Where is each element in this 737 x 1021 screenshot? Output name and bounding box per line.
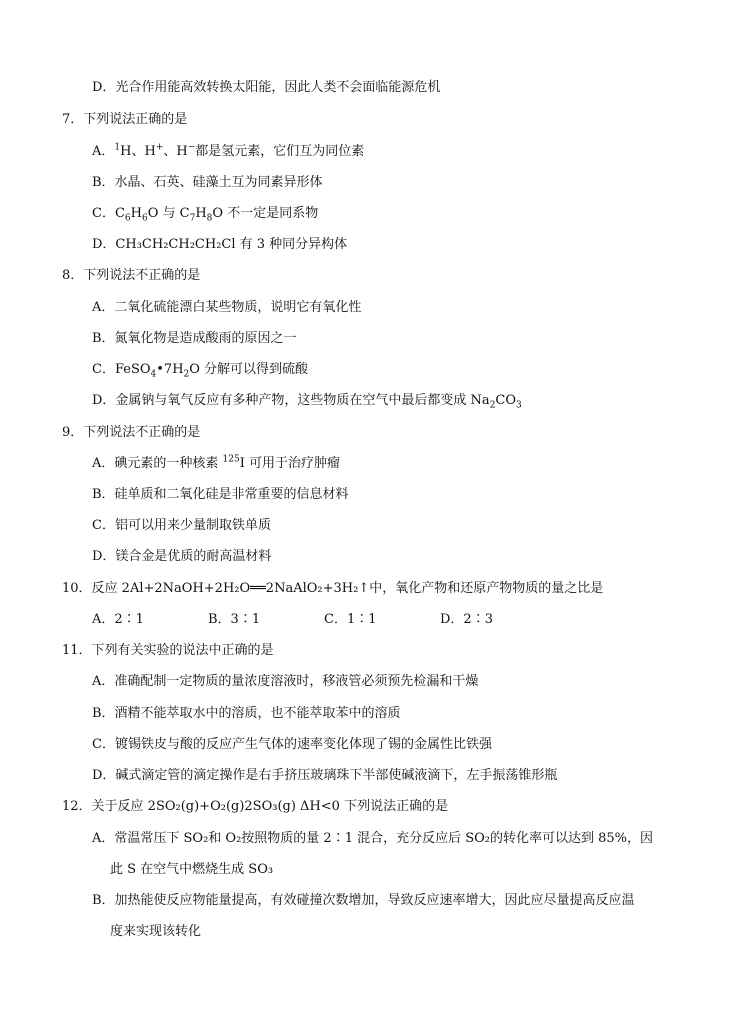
q8-option-a: A．二氧化硫能漂白某些物质，说明它有氧化性 xyxy=(92,300,362,315)
q10-stem: 10．反应 2Al+2NaOH+2H₂O══2NaAlO₂+3H₂↑中，氧化产物和还原产物物质的量之比是 xyxy=(62,581,604,596)
q8-option-d: D．金属钠与氧气反应有多种产物，这些物质在空气中最后都变成 $Na_2CO_3$ xyxy=(92,393,522,411)
q7-option-d: D．CH₃CH₂CH₂CH₂Cl 有 3 种同分异构体 xyxy=(92,237,348,252)
q11-option-d: D．碱式滴定管的滴定操作是右手挤压玻璃珠下半部使碱液滴下，左手振荡锥形瓶 xyxy=(92,768,558,783)
q7-option-a: A．$^1$H、H+、H−都是氢元素，它们互为同位素 xyxy=(92,142,365,159)
q8-stem: 8．下列说法不正确的是 xyxy=(62,268,201,283)
q10-option-d: D．2∶3 xyxy=(440,612,493,627)
q9-option-a: A．碘元素的一种核素 $^{125}$I 可用于治疗肿瘤 xyxy=(92,454,340,471)
q8-option-c: C．$FeSO_4•7H_2O$ 分解可以得到硫酸 xyxy=(92,362,309,380)
q12-option-a-line1: A．常温常压下 SO₂和 O₂按照物质的量 2∶1 混合，充分反应后 SO₂的转化率可以达到 85%，因 xyxy=(92,831,654,846)
q11-option-c: C．镀锡铁皮与酸的反应产生气体的速率变化体现了锡的金属性比铁强 xyxy=(92,737,492,752)
q12-stem: 12．关于反应 2SO₂(g)+O₂(g)2SO₃(g) ΔH<0 下列说法正确的是 xyxy=(62,799,449,814)
q11-stem: 11．下列有关实验的说法中正确的是 xyxy=(62,643,274,658)
q9-option-c: C．铝可以用来少量制取铁单质 xyxy=(92,518,271,533)
q10-options xyxy=(92,611,556,629)
q7-option-b: B．水晶、石英、硅藻土互为同素异形体 xyxy=(92,175,323,190)
q8-option-b: B．氮氧化物是造成酸雨的原因之一 xyxy=(92,331,297,346)
q9-option-b: B．硅单质和二氧化硅是非常重要的信息材料 xyxy=(92,487,349,502)
q7-option-c: C．$C_6H_6O$ 与 $C_7H_8O$ 不一定是同系物 xyxy=(92,206,319,224)
q9-stem: 9．下列说法不正确的是 xyxy=(62,425,201,440)
q11-option-a: A．准确配制一定物质的量浓度溶液时，移液管必须预先检漏和干燥 xyxy=(92,674,479,689)
q9-option-d: D．镁合金是优质的耐高温材料 xyxy=(92,549,272,564)
q6-option-d: D．光合作用能高效转换太阳能，因此人类不会面临能源危机 xyxy=(92,80,441,95)
q12-option-b-line1: B．加热能使反应物能量提高，有效碰撞次数增加，导致反应速率增大，因此应尽量提高反应温 xyxy=(92,893,635,908)
q10-option-b: B．3∶1 xyxy=(208,612,261,627)
q7-stem: 7．下列说法正确的是 xyxy=(62,112,188,127)
q10-option-c: C．1∶1 xyxy=(324,612,377,627)
q11-option-b: B．酒精不能萃取水中的溶质，也不能萃取苯中的溶质 xyxy=(92,706,401,721)
q12-option-a-line2: 此 S 在空气中燃烧生成 SO₃ xyxy=(110,862,274,877)
q10-option-a: A．2∶1 xyxy=(92,612,144,627)
q12-option-b-line2: 度来实现该转化 xyxy=(110,924,202,939)
